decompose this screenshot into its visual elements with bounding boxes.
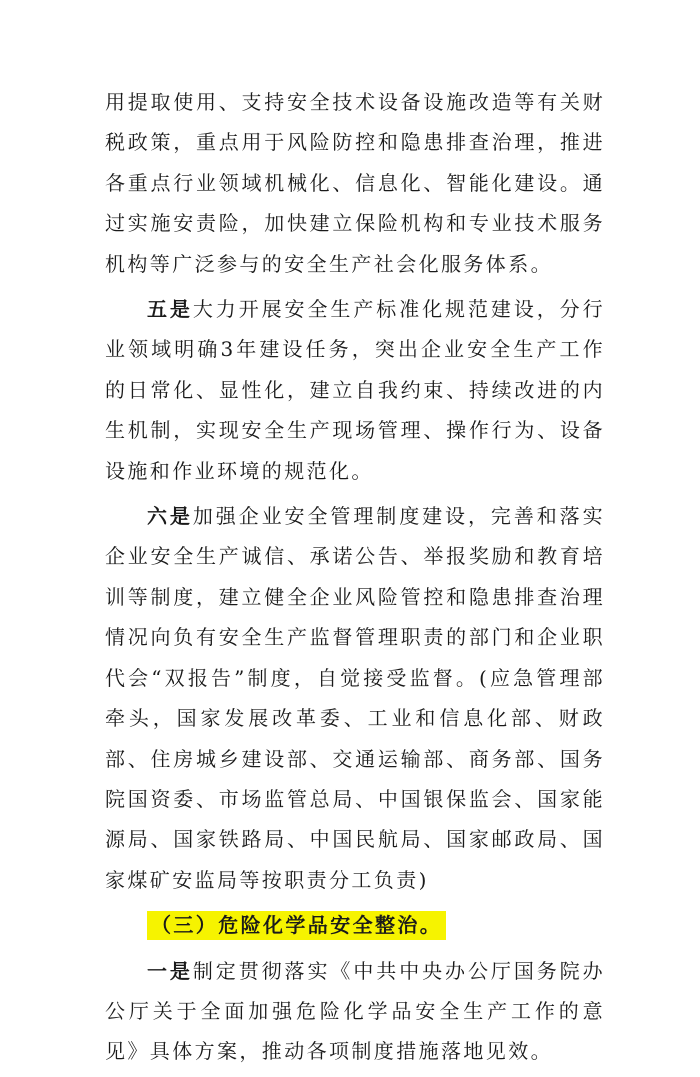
highlighted-heading-text: （三）危险化学品安全整治。 [147,911,446,940]
paragraph-body: 加强企业安全管理制度建设，完善和落实企业安全生产诚信、承诺公告、举报奖励和教育培训等制度，建立健全企业风险管控和隐患排查治理情况向负有安全生产监督管理职责的部门和企业职代会“双报告”制度，自觉接受监督。(应急管理部牵头，国家发展改革委、工业和信息化部、财政部、住房城乡建设部、交通运输部、商务部、国务院国资委、市场监管总局、中国银保监会、国家能源局、国家铁路局、中国民航局、国家邮政局、国家煤矿安监局等按职责分工负责) [105,504,605,892]
paragraph-body: 大力开展安全生产标准化规范建设，分行业领域明确3年建设任务，突出企业安全生产工作的日常化、显性化，建立自我约束、持续改进的内生机制，实现安全生产现场管理、操作行为、设备设施和作业环境的规范化。 [105,297,605,483]
document-page [105,82,605,1077]
paragraph-body: 制定贯彻落实《中共中央办公厅国务院办公厅关于全面加强危险化学品安全生产工作的意见》具体方案，推动各项制度措施落地见效。 [105,958,605,1064]
paragraph-item-one [105,951,605,1072]
item-lead-label: 六是 [147,504,193,529]
item-lead-label: 五是 [147,297,193,322]
paragraph-item-six [105,496,605,900]
item-lead-label: 一是 [147,958,193,983]
paragraph-continued: 用提取使用、支持安全技术设备设施改造等有关财税政策，重点用于风险防控和隐患排查治理，推进各重点行业领域机械化、信息化、智能化建设。通过实施安责险，加快建立保险机构和专业技术服务机构等广泛参与的安全生产社会化服务体系。 [105,90,605,276]
section-heading [105,905,605,945]
paragraph-item-five [105,289,605,491]
